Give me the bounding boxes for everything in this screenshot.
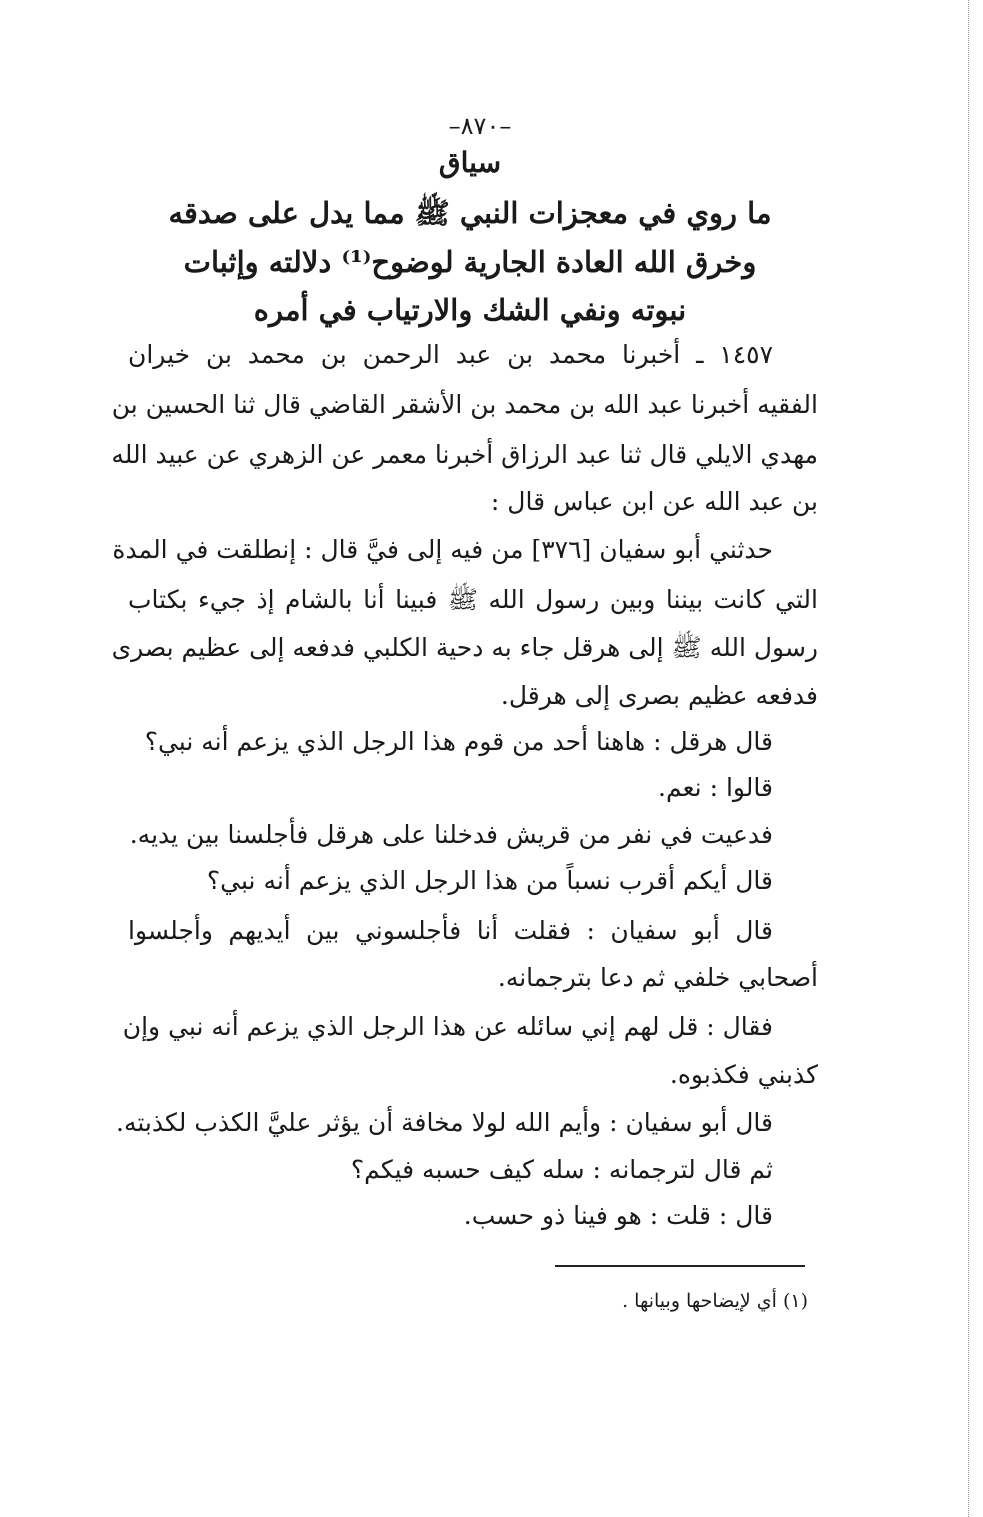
text-line: قالوا : نعم. [658,773,773,802]
footnote: (١) أي لإيضاحها وبيانها . [622,1290,808,1312]
section-title-line-1: ما روي في معجزات النبي ﷺ مما يدل على صدقه [168,196,772,230]
text-line: قال أبو سفيان : فقلت أنا فأجلسوني بين أيديهم وأجلسوا [128,916,773,945]
section-label: سياق [438,146,502,179]
footnote-separator [555,1265,805,1267]
text-line: ثم قال لترجمانه : سله كيف حسبه فيكم؟ [350,1155,773,1184]
text-line: قال أبو سفيان : وأيم الله لولا مخافة أن يؤثر عليَّ الكذب لكذبته. [116,1108,773,1137]
text-line: ١٤٥٧ ـ أخبرنا محمد بن عبد الرحمن بن محمد بن خيران [128,340,773,369]
text-line: رسول الله ﷺ إلى هرقل جاء به دحية الكلبي فدفعه إلى عظيم بصرى [111,633,818,662]
text-line: فقال : قل لهم إني سائله عن هذا الرجل الذي يزعم أنه نبي وإن [122,1012,773,1041]
text-line: بن عبد الله عن ابن عباس قال : [490,487,818,516]
text-line: فدعيت في نفر من قريش فدخلنا على هرقل فأجلسنا بين يديه. [129,820,773,849]
text-line: حدثني أبو سفيان [٣٧٦] من فيه إلى فيَّ قال : إنطلقت في المدة [112,535,773,564]
text-line: فدفعه عظيم بصرى إلى هرقل. [500,681,818,710]
text-line: الفقيه أخبرنا عبد الله بن محمد بن الأشقر القاضي قال ثنا الحسين بن [111,390,818,419]
text-line: قال أيكم أقرب نسباً من هذا الرجل الذي يزعم أنه نبي؟ [206,866,773,895]
text-line: التي كانت بيننا وبين رسول الله ﷺ فبينا أنا بالشام إذ جيء بكتاب [128,585,818,614]
section-title-line-3: نبوته ونفي الشك والارتياب في أمره [253,293,687,327]
text-line: مهدي الايلي قال ثنا عبد الرزاق أخبرنا معمر عن الزهري عن عبيد الله [111,440,818,469]
text-line: قال هرقل : هاهنا أحد من قوم هذا الرجل الذي يزعم أنه نبي؟ [144,727,773,756]
text-line: أصحابي خلفي ثم دعا بترجمانه. [497,963,818,992]
text-line: قال : قلت : هو فينا ذو حسب. [463,1201,773,1230]
page-number: –٨٧٠– [448,112,512,140]
text-line: كذبني فكذبوه. [669,1060,818,1089]
section-title-line-2: وخرق الله العادة الجارية لوضوح⁽¹⁾ دلالته وإثبات [183,245,757,279]
